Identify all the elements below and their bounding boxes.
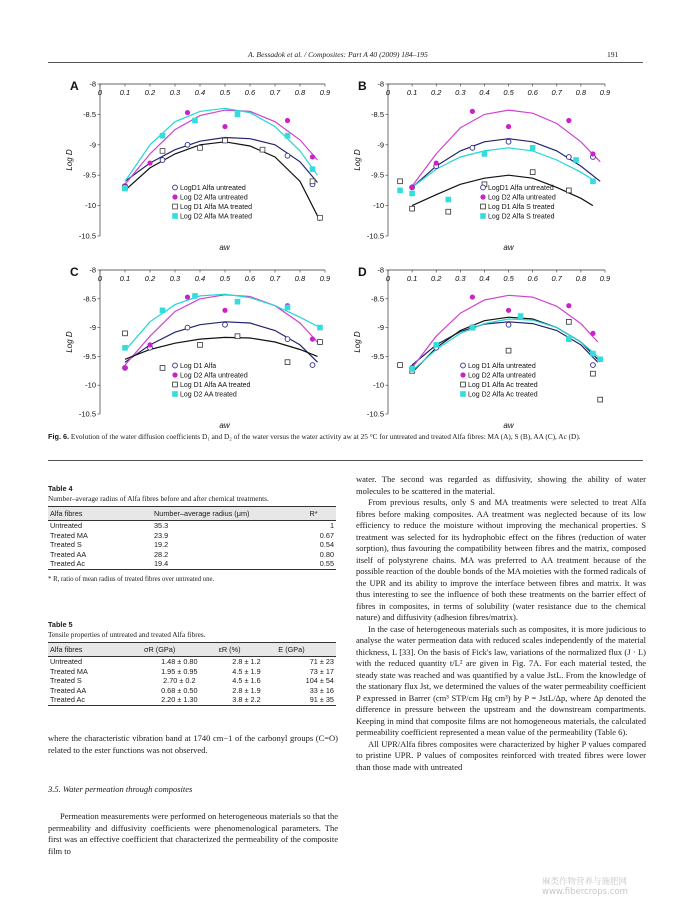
table5-row (48, 667, 336, 677)
table5-cell: 73 ± 17 (309, 666, 334, 676)
y-tick-label: -9 (377, 323, 384, 333)
table4-row (48, 559, 336, 569)
y-tick-label: -8 (377, 79, 384, 89)
data-point (409, 366, 415, 372)
data-point (590, 178, 596, 184)
data-point (397, 188, 403, 194)
legend-marker (481, 204, 486, 209)
data-point (185, 294, 190, 299)
x-tick-label: 0.6 (527, 88, 538, 97)
legend-marker (480, 194, 485, 199)
data-point (222, 124, 227, 129)
x-tick-label: 0.5 (503, 274, 514, 283)
data-point (223, 138, 228, 143)
data-point (235, 299, 241, 305)
right-paragraph-1: water. The second was regarded as diffusivity, showing the ability of water molecules to be scattered in the material. (356, 474, 646, 496)
data-point (147, 160, 152, 165)
x-tick-label: 0.3 (455, 274, 466, 283)
data-point (506, 139, 511, 144)
y-tick-label: -10.5 (366, 231, 384, 241)
data-point (506, 348, 511, 353)
x-tick-label: 0 (97, 274, 103, 283)
data-point (122, 365, 127, 370)
data-point (409, 191, 415, 197)
x-tick-label: 0.4 (479, 274, 490, 283)
table5-row (48, 676, 336, 686)
x-tick-label: 0.1 (406, 88, 418, 97)
data-point (566, 319, 571, 324)
legend-label: Log D2 Alfa untreated (180, 372, 248, 380)
x-tick-label: 0.6 (244, 274, 256, 283)
y-axis-label: Log D (353, 331, 362, 353)
legend-marker (461, 363, 466, 368)
x-tick-label: 0.2 (144, 88, 156, 97)
table4-cell: Treated MA (50, 530, 88, 540)
legend-label: Log D1 Alfa untreated (468, 363, 536, 370)
panel-label: D (358, 265, 367, 279)
data-point (470, 325, 476, 331)
table5-cell: 2.70 ± 0.2 (163, 676, 196, 686)
table4-header: Alfa fibres (48, 507, 152, 521)
legend-marker (173, 382, 178, 387)
y-tick-label: -8.5 (83, 109, 96, 119)
table4-header: R* (308, 507, 336, 521)
table4-cell: 0.55 (308, 559, 336, 569)
y-tick-label: -10 (85, 201, 96, 211)
table5-cell: 2.8 ± 1.9 (232, 685, 261, 695)
x-tick-label: 0.1 (119, 274, 131, 283)
table4-cell: 35.3 (154, 521, 169, 530)
data-point (160, 133, 166, 139)
fit-curve (412, 148, 595, 188)
x-tick-label: 0.5 (219, 274, 231, 283)
data-point (123, 331, 128, 336)
data-point (506, 322, 511, 327)
data-point (160, 308, 166, 314)
table4 (48, 506, 336, 570)
x-tick-label: 0.8 (575, 88, 587, 97)
data-point (598, 397, 603, 402)
data-point (566, 155, 571, 160)
table4-cell: 19.2 (154, 540, 169, 550)
data-point (147, 342, 152, 347)
data-point (192, 293, 198, 299)
fit-curve (412, 139, 600, 188)
data-point (285, 337, 290, 342)
x-tick-label: 0.2 (144, 274, 156, 283)
data-point (318, 215, 323, 220)
table4-cell: 1 (329, 521, 334, 530)
table4-subtitle: Number–average radius of Alfa fibres before and after chemical treatments. (48, 493, 269, 503)
data-point (518, 313, 524, 319)
table4-cell: Treated AA (50, 549, 87, 559)
x-tick-label: 0.2 (431, 88, 442, 97)
right-column (356, 474, 646, 773)
data-point (530, 170, 535, 175)
data-point (222, 308, 227, 313)
data-point (573, 157, 579, 163)
y-tick-label: -9 (377, 140, 384, 150)
x-tick-label: 0.2 (431, 274, 442, 283)
data-point (566, 188, 571, 193)
data-point (506, 308, 511, 313)
x-tick-label: 0.8 (294, 88, 306, 97)
table5-cell: 2.8 ± 1.2 (232, 657, 261, 666)
table5-cell: 4.5 ± 1.6 (232, 676, 261, 686)
table4-cell: 23.9 (154, 530, 169, 540)
table5-cell: 71 ± 23 (309, 657, 334, 666)
x-tick-label: 0.7 (269, 274, 281, 283)
x-tick-label: 0.9 (599, 88, 611, 97)
table5-cell: Treated MA (50, 666, 88, 676)
data-point (310, 154, 315, 159)
running-head: A. Bessadok et al. / Composites: Part A 40 (2009) 184–195 (248, 50, 428, 59)
x-tick-label: 0 (385, 88, 391, 97)
table4-cell: 19.4 (152, 559, 308, 569)
legend-label: Log D2 Alfa MA treated (180, 213, 252, 221)
table5-cell: Untreated (50, 657, 83, 666)
data-point (285, 118, 290, 123)
x-tick-label: 0.6 (527, 274, 538, 283)
y-tick-label: -9.5 (371, 170, 384, 180)
data-point (591, 371, 596, 376)
y-tick-label: -8.5 (371, 294, 384, 304)
data-point (591, 363, 596, 368)
table5-cell: 4.5 ± 1.9 (232, 666, 261, 676)
legend-label: Log D1 Alfa Ac treated (468, 382, 538, 389)
fit-curve (125, 138, 318, 183)
x-tick-label: 0.9 (319, 88, 331, 97)
y-tick-label: -9.5 (371, 351, 384, 361)
x-axis-label: aw (219, 243, 230, 252)
legend-marker (480, 213, 486, 219)
x-tick-label: 0.4 (194, 88, 206, 97)
table5-cell: 104 ± 54 (305, 676, 334, 686)
table5-row (48, 657, 336, 667)
data-point (185, 142, 190, 147)
legend-label: Log D1 Alfa AA treated (180, 382, 251, 389)
data-point (310, 363, 315, 368)
x-tick-label: 0.1 (119, 88, 131, 97)
table4-cell: 0.54 (319, 540, 334, 550)
legend-label: Log D2 Alfa untreated (468, 372, 536, 380)
legend-label: LogD1 Alfa untreated (180, 185, 246, 192)
x-tick-label: 0.7 (269, 88, 281, 97)
watermark: 麻类作物营养与施肥网 www.fibercrops.com (542, 877, 628, 897)
x-tick-label: 0.8 (575, 274, 587, 283)
table4-footnote: * R, ratio of mean radius of treated fibres over untreated one. (48, 576, 215, 583)
y-axis-label: Log D (65, 149, 74, 171)
legend-label: Log D2 Alfa untreated (180, 194, 248, 202)
figure-caption-label: Fig. 6. (48, 432, 70, 441)
y-tick-label: -8 (377, 265, 384, 275)
left-paragraph-1: where the characteristic vibration band at 1740 cm−1 of the carbonyl groups (C=O) related to the ester functions was not observed. (48, 733, 338, 755)
x-tick-label: 0.9 (599, 274, 611, 283)
y-tick-label: -10 (85, 380, 96, 390)
table5-title: Table 5 (48, 620, 73, 629)
y-tick-label: -8 (89, 265, 96, 275)
data-point (285, 360, 290, 365)
legend-marker (461, 382, 466, 387)
figure-caption (48, 432, 644, 442)
data-point (185, 110, 190, 115)
data-point (260, 147, 265, 152)
y-tick-label: -10.5 (78, 409, 96, 419)
table5-cell: Treated AA (50, 685, 87, 695)
left-paragraph-2: Permeation measurements were performed on heterogeneous materials so that the permeability and diffusivity coefficients were phenomenological parameters. The first was an effective coefficient that characterized the permeability of the composite film to (48, 811, 338, 856)
x-tick-label: 0.7 (551, 274, 562, 283)
x-tick-label: 0 (385, 274, 391, 283)
x-axis-label: aw (503, 243, 514, 252)
data-point (445, 197, 451, 203)
fit-curve (125, 322, 318, 362)
table5-cell: 1.95 ± 0.95 (161, 666, 198, 676)
table5-cell: 33 ± 16 (309, 685, 334, 695)
table5-header: E (GPa) (276, 643, 336, 657)
table4-caption (48, 484, 348, 503)
y-tick-label: -10.5 (366, 409, 384, 419)
right-paragraph-2: From previous results, only S and MA treatments were selected to treat Alfa fibres before making composites. AA treatment was neglected because of its low efficiency to reduce the moisture without improving the mechanical properties. S treatment was selected for its hydrophobic effect on the fibres (reduction of water sorption), thus favouring the compatibility between fibres and the matrix, composed itself of polystyrene chains. MA was preferred to AA treatment because of the possible reaction of the double bonds of the MA moieties with the formed radicals of the UPR and its ability to improve the interface between fibres and matrix. It was thus interesting to see the influence of both these treatments on the barrier effect of fibres in composites, in terms of solubility (water resistance due to the chemical nature) and diffusivity (adhesion fibres/matrix). (356, 497, 646, 622)
legend-label: Log D2 Alfa Ac treated (468, 391, 538, 399)
x-tick-label: 0.5 (503, 88, 514, 97)
y-tick-label: -10.5 (78, 231, 96, 241)
data-point (310, 166, 316, 172)
x-tick-label: 0.4 (479, 88, 490, 97)
x-tick-label: 0.7 (551, 88, 562, 97)
table5-cell: 0.68 ± 0.50 (161, 685, 198, 695)
page-number: 191 (607, 50, 619, 59)
data-point (590, 151, 595, 156)
section-heading: 3.5. Water permeation through composites (48, 784, 193, 794)
data-point (285, 305, 291, 311)
data-point (310, 337, 315, 342)
x-tick-label: 0.3 (169, 274, 181, 283)
y-tick-label: -10 (373, 201, 384, 211)
x-tick-label: 0.3 (169, 88, 181, 97)
legend-label: Log D2 AA treated (180, 391, 237, 399)
legend-marker (173, 363, 178, 368)
data-point (317, 325, 323, 331)
table4-cell: Untreated (50, 521, 83, 530)
x-tick-label: 0.8 (294, 274, 306, 283)
table5-cell: 91 ± 35 (276, 695, 336, 705)
y-tick-label: -9.5 (83, 351, 96, 361)
table5-subtitle: Tensile properties of untreated and treated Alfa fibres. (48, 629, 206, 639)
data-point (223, 322, 228, 327)
data-point (482, 151, 488, 157)
legend-marker (173, 185, 178, 190)
panel-label: B (358, 79, 367, 93)
table4-cell: Treated Ac (48, 559, 152, 569)
right-paragraph-3: In the case of heterogeneous materials such as composites, it is more judicious to analyse the water permeation data with reduced scales independently of the material thickness, L [33]. On the basis of Fick's law, variations of the normalized flux (J · L) with the reduced quantity t/L² are given in Fig. 7A. For each material tested, the steady state was reached and was quantified by a value JstL. From the knowledge of the stationary flux Jst, we determined the values of the water permeability coefficient P expressed in Barrer (cm³ STP/cm Hg cm³) by P = JstL/Δp, where Δp denoted the difference in pressure between the upstream and the downstream compartments. Keeping in mind that composite films are not homogeneous materials, the calculated permeability coefficient represented a mean value of the permeability (Table 6). (356, 623, 646, 737)
table5-cell: Treated S (50, 676, 82, 686)
table5-caption (48, 620, 348, 639)
data-point (185, 325, 190, 330)
legend-marker (460, 372, 465, 377)
table5 (48, 642, 336, 706)
table5-header: Alfa fibres (48, 643, 142, 657)
figure-6 (0, 64, 678, 428)
legend-label: Log D1 Alfa S treated (488, 204, 555, 211)
data-point (597, 356, 603, 362)
legend-marker (172, 372, 177, 377)
legend-marker (173, 204, 178, 209)
data-point (590, 351, 596, 357)
legend-label: Log D1 Alfa MA treated (180, 204, 252, 211)
legend-marker (460, 391, 466, 397)
table4-cell: 0.67 (319, 530, 334, 540)
legend-marker (172, 213, 178, 219)
data-point (434, 160, 439, 165)
x-axis-label: aw (219, 421, 230, 428)
legend-marker (481, 185, 486, 190)
data-point (122, 186, 128, 192)
data-point (566, 336, 572, 342)
table4-row (48, 550, 336, 560)
y-tick-label: -8.5 (371, 109, 384, 119)
data-point (470, 109, 475, 114)
panel-label: A (70, 79, 79, 93)
data-point (192, 118, 198, 124)
data-point (398, 363, 403, 368)
table5-row (48, 686, 336, 696)
data-point (590, 331, 595, 336)
legend-marker (172, 194, 177, 199)
data-point (160, 148, 165, 153)
data-point (566, 303, 571, 308)
table4-row (48, 521, 336, 531)
y-tick-label: -9.5 (83, 170, 96, 180)
data-point (122, 345, 128, 351)
table5-row (48, 695, 336, 705)
data-point (318, 340, 323, 345)
y-axis-label: Log D (65, 331, 74, 353)
data-point (160, 366, 165, 371)
data-point (310, 179, 315, 184)
table5-cell: 2.20 ± 1.30 (142, 695, 217, 705)
table4-title: Table 4 (48, 484, 73, 493)
table4-cell: 28.2 (154, 549, 169, 559)
legend-marker (172, 391, 178, 397)
data-point (398, 179, 403, 184)
x-tick-label: 0.4 (194, 274, 206, 283)
y-tick-label: -10 (373, 380, 384, 390)
data-point (198, 342, 203, 347)
legend-label: Log D1 Alfa (180, 363, 217, 370)
table4-row (48, 531, 336, 541)
data-point (285, 133, 291, 139)
header-rule (48, 62, 643, 63)
figure-rule (48, 460, 643, 461)
data-point (160, 158, 165, 163)
y-tick-label: -9 (89, 323, 96, 333)
x-tick-label: 0.3 (455, 88, 466, 97)
data-point (530, 145, 536, 151)
data-point (198, 145, 203, 150)
data-point (470, 294, 475, 299)
x-tick-label: 0.6 (244, 88, 256, 97)
data-point (235, 334, 240, 339)
x-tick-label: 0.1 (406, 274, 418, 283)
data-point (410, 185, 415, 190)
table5-cell: 1.48 ± 0.80 (161, 657, 198, 666)
x-tick-label: 0.9 (319, 274, 331, 283)
data-point (566, 118, 571, 123)
right-paragraph-4: All UPR/Alfa fibres composites were characterized by higher P values compared to pristine UPR. P values of composites reinforced with treated fibres were lower than those made with untreated (356, 738, 646, 772)
legend-label: Log D2 Alfa S treated (488, 213, 555, 221)
data-point (506, 124, 511, 129)
table5-header: εR (%) (217, 643, 277, 657)
data-point (446, 209, 451, 214)
x-tick-label: 0.5 (219, 88, 231, 97)
x-axis-label: aw (503, 421, 514, 428)
table4-header: Number–average radius (μm) (152, 507, 308, 521)
fit-curve (412, 322, 598, 365)
y-tick-label: -9 (89, 140, 96, 150)
table4-row (48, 540, 336, 550)
table5-cell: Treated Ac (48, 695, 142, 705)
table4-cell: Treated S (50, 540, 82, 550)
x-tick-label: 0 (97, 88, 103, 97)
data-point (235, 112, 241, 118)
data-point (470, 145, 475, 150)
data-point (285, 153, 290, 158)
table5-cell: 3.8 ± 2.2 (217, 695, 277, 705)
data-point (410, 206, 415, 211)
legend-label: LogD1 Alfa untreated (488, 185, 554, 192)
y-axis-label: Log D (353, 149, 362, 171)
legend-label: Log D2 Alfa untreated (488, 194, 556, 202)
y-tick-label: -8.5 (83, 294, 96, 304)
table4-cell: 0.80 (319, 549, 334, 559)
y-tick-label: -8 (89, 79, 96, 89)
table5-header: σR (GPa) (142, 643, 217, 657)
data-point (433, 342, 439, 348)
figure-caption-text: Evolution of the water diffusion coefficients D₁ and D₂ of the water versus the water activity aw at 25 °C for untreated and treated Alfa fibres: MA (A), S (B), AA (C), Ac (D). (70, 432, 581, 441)
panel-label: C (70, 265, 79, 279)
